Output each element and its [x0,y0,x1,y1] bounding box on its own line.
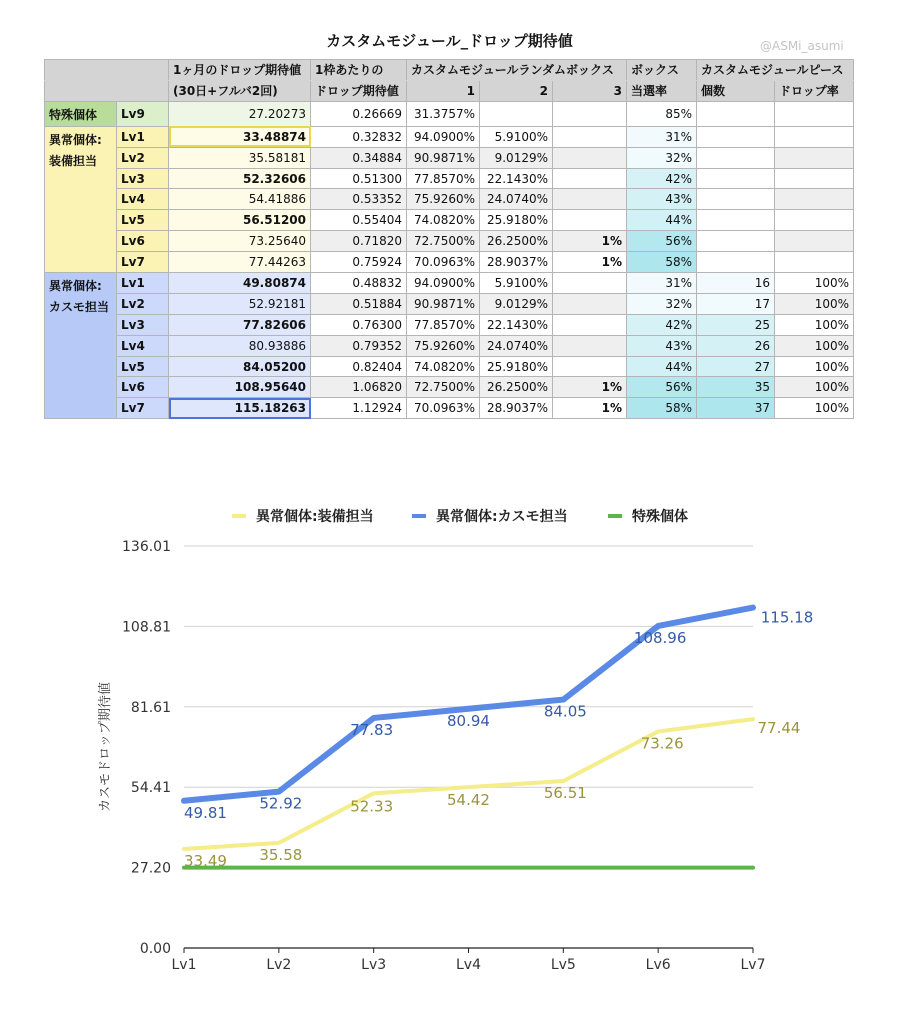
table-row [45,377,854,398]
level-cell: Lv1 [117,273,169,294]
data-label: 80.94 [447,711,490,730]
level-cell: Lv5 [117,210,169,231]
monthly-expected-cell: 52.92181 [169,293,311,314]
drop-rate-cell: 100% [775,314,854,335]
level-cell: Lv3 [117,168,169,189]
box2-cell: 25.9180% [480,356,553,377]
header-box-3: 3 [553,80,627,101]
box3-cell: 1% [553,377,627,398]
per-slot-cell: 0.32832 [311,126,407,147]
piece-count-cell [697,147,775,168]
legend-label: 特殊個体 [632,509,688,525]
monthly-expected-cell: 27.20273 [169,101,311,126]
win-rate-cell: 56% [627,231,697,252]
header-win-rate: 当選率 [627,80,697,101]
box3-cell [553,147,627,168]
win-rate-cell: 32% [627,147,697,168]
drop-rate-cell: 100% [775,293,854,314]
y-tick-label: 0.00 [139,941,171,957]
box2-cell: 5.9100% [480,273,553,294]
drop-rate-cell: 100% [775,398,854,419]
per-slot-cell: 1.12924 [311,398,407,419]
box2-cell: 25.9180% [480,210,553,231]
box1-cell: 77.8570% [407,314,480,335]
box2-cell: 9.0129% [480,147,553,168]
win-rate-cell: 43% [627,335,697,356]
box1-cell: 90.9871% [407,147,480,168]
monthly-expected-cell: 77.44263 [169,252,311,273]
y-tick-label: 81.61 [130,699,171,716]
drop-rate-cell [775,189,854,210]
monthly-expected-cell: 35.58181 [169,147,311,168]
author-credit: @ASMi_asumi [760,39,844,53]
drop-expectation-table [44,59,854,419]
level-cell: Lv5 [117,356,169,377]
box1-cell: 90.9871% [407,293,480,314]
box2-cell: 5.9100% [480,126,553,147]
piece-count-cell [697,168,775,189]
box2-cell: 24.0740% [480,335,553,356]
table-row [45,273,854,294]
piece-count-cell [697,231,775,252]
win-rate-cell: 43% [627,189,697,210]
box3-cell: 1% [553,398,627,419]
monthly-expected-cell: 77.82606 [169,314,311,335]
x-tick-label: Lv3 [361,957,387,973]
data-label: 56.51 [543,783,587,802]
level-cell: Lv2 [117,147,169,168]
piece-count-cell [697,101,775,126]
data-label: 77.83 [350,720,394,739]
monthly-expected-cell: 54.41886 [169,189,311,210]
win-rate-cell: 44% [627,210,697,231]
y-tick-label: 108.81 [122,619,171,636]
per-slot-cell: 0.26669 [311,101,407,126]
table-row [45,101,854,126]
box1-cell: 77.8570% [407,168,480,189]
drop-rate-cell: 100% [775,335,854,356]
table-row [45,231,854,252]
per-slot-cell: 0.55404 [311,210,407,231]
data-label: 33.49 [184,852,227,871]
monthly-expected-cell: 84.05200 [169,356,311,377]
monthly-expected-cell: 56.51200 [169,210,311,231]
drop-rate-cell [775,101,854,126]
drop-rate-cell [775,231,854,252]
data-label: 73.26 [640,734,684,753]
box2-cell: 22.1430% [480,314,553,335]
piece-count-cell: 16 [697,273,775,294]
box1-cell: 94.0900% [407,126,480,147]
box2-cell: 26.2500% [480,377,553,398]
box3-cell [553,335,627,356]
level-cell: Lv4 [117,335,169,356]
expected-drop-line-chart [0,490,899,1024]
piece-count-cell: 17 [697,293,775,314]
box2-cell: 26.2500% [480,231,553,252]
header-module-piece: カスタムモジュールピース [697,60,854,81]
data-label: 115.18 [760,608,814,627]
per-slot-cell: 1.06820 [311,377,407,398]
table-row [45,293,854,314]
box2-cell [480,101,553,126]
box2-cell: 24.0740% [480,189,553,210]
piece-count-cell: 27 [697,356,775,377]
per-slot-cell: 0.51300 [311,168,407,189]
piece-count-cell: 37 [697,398,775,419]
drop-rate-cell: 100% [775,273,854,294]
table-row [45,147,854,168]
win-rate-cell: 32% [627,293,697,314]
piece-count-cell: 25 [697,314,775,335]
per-slot-cell: 0.76300 [311,314,407,335]
header-box: ボックス [627,60,697,81]
piece-count-cell [697,210,775,231]
box3-cell: 1% [553,252,627,273]
legend-label: 異常個体:カスモ担当 [436,509,568,525]
data-label: 77.44 [757,719,801,738]
table-row [45,252,854,273]
box1-cell: 72.7500% [407,377,480,398]
box1-cell: 75.9260% [407,189,480,210]
header-blank [45,80,169,101]
data-label: 84.05 [543,702,587,721]
level-cell: Lv7 [117,252,169,273]
table-row [45,189,854,210]
level-cell: Lv6 [117,377,169,398]
data-label: 54.42 [447,791,490,810]
y-tick-label: 136.01 [122,539,171,555]
win-rate-cell: 31% [627,273,697,294]
table-row [45,126,854,147]
table-row [45,168,854,189]
header-monthly-expected: 1ヶ月のドロップ期待値 [169,60,311,81]
monthly-expected-cell: 108.95640 [169,377,311,398]
header-per-slot-sub: ドロップ期待値 [311,80,407,101]
table-header-row [45,60,854,81]
data-label: 108.96 [633,628,687,647]
box2-cell: 22.1430% [480,168,553,189]
win-rate-cell: 42% [627,168,697,189]
box1-cell: 74.0820% [407,356,480,377]
box1-cell: 94.0900% [407,273,480,294]
x-tick-label: Lv2 [266,957,292,973]
y-tick-label: 27.20 [130,860,171,877]
group-label: 特殊個体 [45,101,117,126]
level-cell: Lv1 [117,126,169,147]
data-label: 49.81 [184,803,227,822]
win-rate-cell: 85% [627,101,697,126]
data-label: 52.33 [350,797,394,816]
table-row [45,398,854,419]
header-blank [45,60,169,81]
box3-cell [553,293,627,314]
table-row [45,210,854,231]
piece-count-cell [697,189,775,210]
per-slot-cell: 0.53352 [311,189,407,210]
header-monthly-expected-note: (30日+フルバ2回) [169,80,311,101]
per-slot-cell: 0.75924 [311,252,407,273]
piece-count-cell [697,126,775,147]
page-title: カスタムモジュール_ドロップ期待値 [326,32,573,50]
box3-cell: 1% [553,231,627,252]
box1-cell: 72.7500% [407,231,480,252]
monthly-expected-cell: 52.32606 [169,168,311,189]
header-piece-count: 個数 [697,80,775,101]
box2-cell: 28.9037% [480,252,553,273]
table-row [45,335,854,356]
group-label: 異常個体: 装備担当 [45,126,117,272]
level-cell: Lv9 [117,101,169,126]
drop-rate-cell [775,147,854,168]
per-slot-cell: 0.79352 [311,335,407,356]
box2-cell: 9.0129% [480,293,553,314]
piece-count-cell: 26 [697,335,775,356]
level-cell: Lv6 [117,231,169,252]
drop-rate-cell: 100% [775,356,854,377]
header-random-box: カスタムモジュールランダムボックス [407,60,627,81]
win-rate-cell: 58% [627,398,697,419]
win-rate-cell: 42% [627,314,697,335]
table-row [45,356,854,377]
per-slot-cell: 0.34884 [311,147,407,168]
drop-rate-cell [775,210,854,231]
legend-label: 異常個体:装備担当 [256,509,374,525]
monthly-expected-cell: 115.18263 [169,398,311,419]
level-cell: Lv4 [117,189,169,210]
drop-rate-cell [775,168,854,189]
monthly-expected-cell: 49.80874 [169,273,311,294]
header-drop-rate: ドロップ率 [775,80,854,101]
data-label: 52.92 [259,794,303,813]
x-tick-label: Lv4 [456,957,481,973]
win-rate-cell: 56% [627,377,697,398]
box3-cell [553,314,627,335]
level-cell: Lv7 [117,398,169,419]
box1-cell: 74.0820% [407,210,480,231]
monthly-expected-cell: 33.48874 [169,126,311,147]
box3-cell [553,189,627,210]
per-slot-cell: 0.82404 [311,356,407,377]
box2-cell: 28.9037% [480,398,553,419]
per-slot-cell: 0.51884 [311,293,407,314]
group-label: 異常個体: カスモ担当 [45,273,117,419]
drop-rate-cell [775,126,854,147]
box3-cell [553,101,627,126]
data-label: 35.58 [259,845,303,864]
per-slot-cell: 0.71820 [311,231,407,252]
box3-cell [553,168,627,189]
monthly-expected-cell: 80.93886 [169,335,311,356]
y-tick-label: 54.41 [130,780,171,797]
box1-cell: 75.9260% [407,335,480,356]
x-tick-label: Lv5 [550,957,576,973]
box3-cell [553,210,627,231]
win-rate-cell: 31% [627,126,697,147]
level-cell: Lv2 [117,293,169,314]
piece-count-cell: 35 [697,377,775,398]
table-row [45,314,854,335]
table-subheader-row [45,80,854,101]
header-box-2: 2 [480,80,553,101]
x-tick-label: Lv7 [740,957,766,973]
x-tick-label: Lv1 [171,957,197,973]
header-box-1: 1 [407,80,480,101]
win-rate-cell: 44% [627,356,697,377]
win-rate-cell: 58% [627,252,697,273]
header-per-slot: 1枠あたりの [311,60,407,81]
box3-cell [553,126,627,147]
x-tick-label: Lv6 [645,957,671,973]
drop-rate-cell: 100% [775,377,854,398]
box3-cell [553,273,627,294]
box1-cell: 31.3757% [407,101,480,126]
box1-cell: 70.0963% [407,252,480,273]
drop-rate-cell [775,252,854,273]
level-cell: Lv3 [117,314,169,335]
piece-count-cell [697,252,775,273]
per-slot-cell: 0.48832 [311,273,407,294]
y-axis-title: カスモドロップ期待値 [98,682,113,812]
box3-cell [553,356,627,377]
monthly-expected-cell: 73.25640 [169,231,311,252]
box1-cell: 70.0963% [407,398,480,419]
